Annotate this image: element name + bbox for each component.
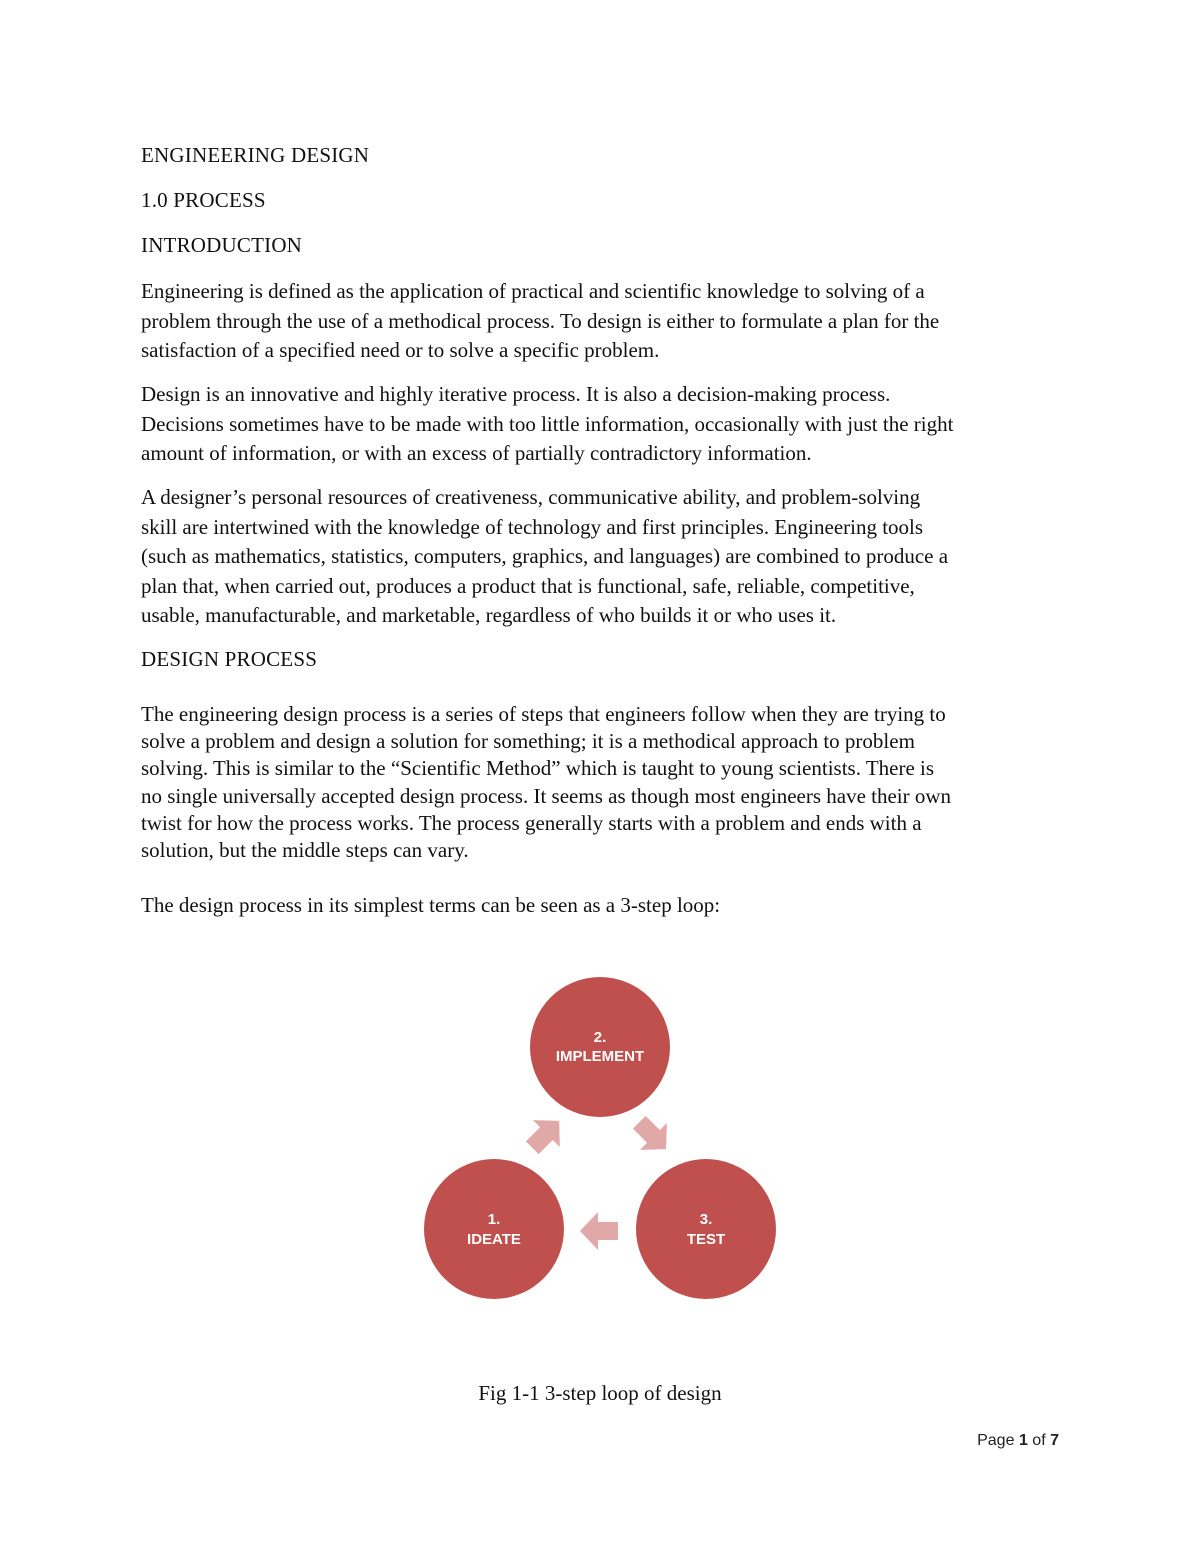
text-line: Engineering is defined as the application of practical and scientific knowledge to solving of a — [141, 279, 925, 303]
three-step-loop-diagram — [400, 965, 800, 1320]
design-process-heading: DESIGN PROCESS — [141, 647, 318, 671]
arrow-implement-to-test — [626, 1109, 680, 1163]
page-word: Page — [977, 1432, 1015, 1449]
step-circle — [424, 1159, 564, 1299]
step-label: TEST — [686, 1231, 726, 1248]
step-test — [636, 1159, 776, 1299]
step-label: IDEATE — [467, 1231, 521, 1248]
step-number: 3. — [699, 1211, 713, 1228]
intro-paragraph-2 — [141, 380, 1061, 469]
arrow-ideate-to-implement — [519, 1107, 573, 1161]
text-line: skill are intertwined with the knowledge of technology and first principles. Engineering tools — [141, 514, 924, 539]
figure-caption: Fig 1-1 3-step loop of design — [478, 1381, 722, 1405]
text-line: solve a problem and design a solution for something; it is a methodical approach to problem — [141, 729, 915, 754]
text-line: amount of information, or with an excess of partially contradictory information. — [141, 441, 812, 465]
design-paragraph-1 — [141, 701, 1061, 864]
text-line: The design process in its simplest terms can be seen as a 3-step loop: — [141, 893, 721, 917]
text-line: A designer’s personal resources of creativeness, communicative ability, and problem-solving — [141, 485, 921, 509]
step-label: IMPLEMENT — [555, 1048, 645, 1065]
step-circle — [636, 1159, 776, 1299]
total-page-count: 7 — [1050, 1432, 1059, 1449]
step-number: 1. — [487, 1211, 501, 1228]
step-ideate — [424, 1159, 564, 1299]
text-line: satisfaction of a specified need or to solve a specific problem. — [141, 338, 660, 362]
intro-paragraph-1 — [141, 277, 1061, 366]
of-word: of — [1032, 1432, 1046, 1449]
text-line: Decisions sometimes have to be made with too little information, occasionally with just the right — [141, 411, 954, 436]
text-line: twist for how the process works. The process generally starts with a problem and ends with a — [141, 810, 922, 835]
text-line: solving. This is similar to the “Scientific Method” which is taught to young scientists. There is — [141, 756, 935, 781]
text-line: (such as mathematics, statistics, computers, graphics, and languages) are combined to produce a — [141, 544, 949, 568]
section-heading: 1.0 PROCESS — [141, 188, 266, 212]
intro-paragraph-3 — [141, 483, 1061, 631]
design-paragraph-2 — [141, 891, 1061, 919]
text-line: usable, manufacturable, and marketable, regardless of who builds it or who uses it. — [141, 603, 837, 627]
page-footer — [977, 1432, 1059, 1450]
intro-heading: INTRODUCTION — [141, 233, 303, 257]
arrow-test-to-ideate — [580, 1212, 618, 1250]
text-line: problem through the use of a methodical process. To design is either to formulate a plan for the — [141, 308, 940, 333]
current-page-number: 1 — [1018, 1432, 1028, 1449]
step-number: 2. — [593, 1029, 607, 1046]
document-title: ENGINEERING DESIGN — [141, 143, 370, 167]
step-circle — [530, 977, 670, 1117]
text-line: Design is an innovative and highly iterative process. It is also a decision-making process. — [141, 382, 891, 406]
text-line: no single universally accepted design process. It seems as though most engineers have their own — [141, 783, 952, 808]
step-implement — [530, 977, 670, 1117]
text-line: plan that, when carried out, produces a product that is functional, safe, reliable, competitive, — [141, 573, 915, 598]
text-line: The engineering design process is a series of steps that engineers follow when they are trying to — [141, 702, 946, 726]
text-line: solution, but the middle steps can vary. — [141, 838, 469, 863]
